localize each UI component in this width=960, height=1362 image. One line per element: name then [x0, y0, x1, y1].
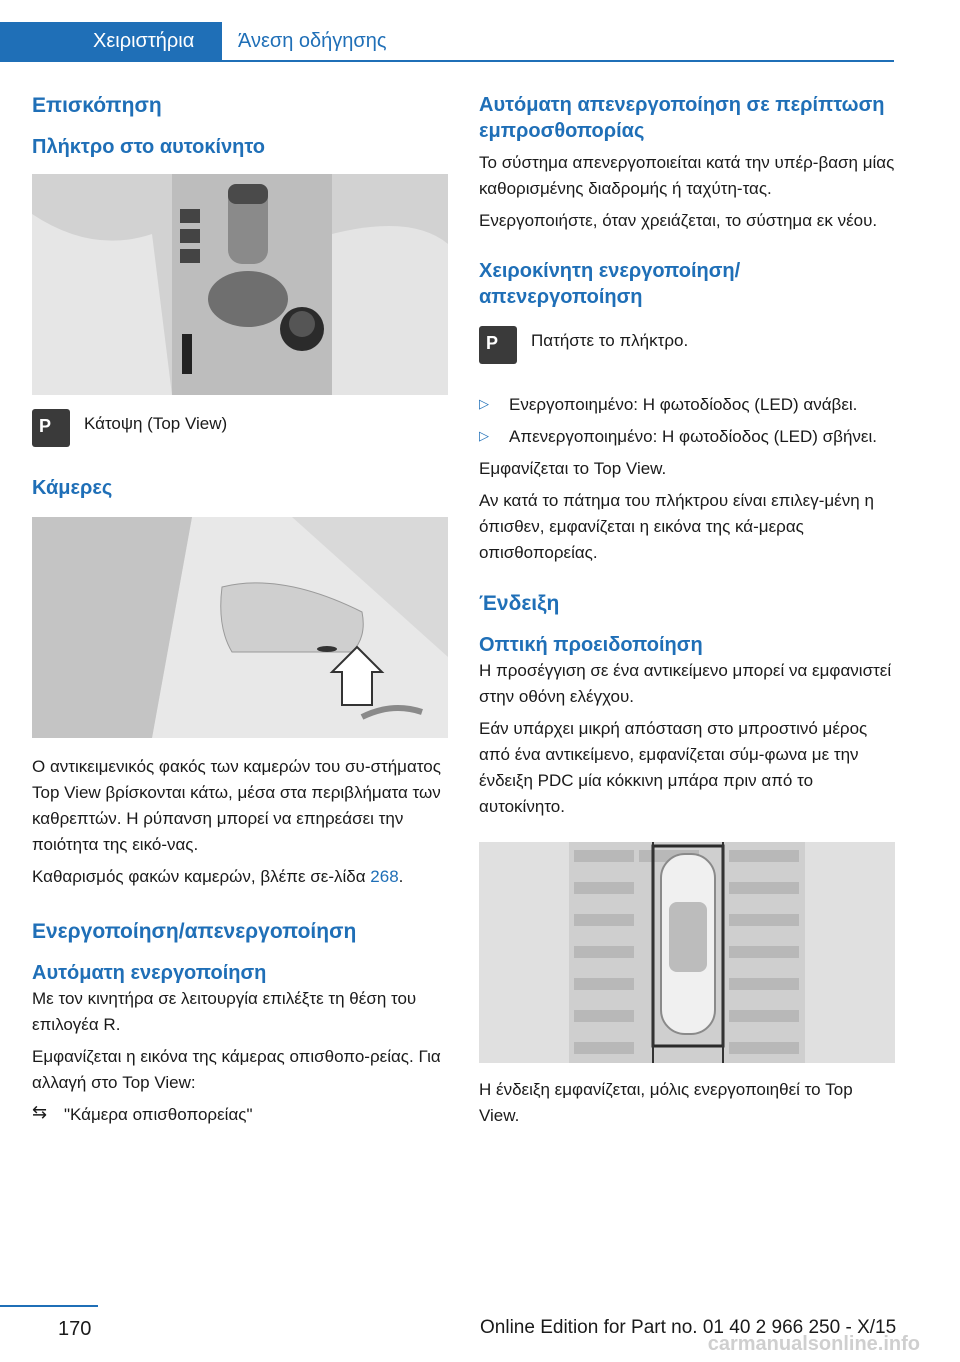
heading-display: Ένδειξη [479, 592, 560, 615]
mirror-camera-photo [32, 517, 448, 738]
auto-on-text: Με τον κινητήρα σε λειτουργία επιλέξτε τη θέση του επιλογέα R. [32, 989, 417, 1034]
header-rule [0, 60, 894, 62]
warning-text: Η προσέγγιση σε ένα αντικείμενο μπορεί να εμφανιστεί στην οθόνη ελέγχου. [479, 661, 892, 706]
bullet-text: Απενεργοποιημένο: Η φωτοδίοδος (LED) σβήνει. [509, 427, 877, 446]
heading-auto-deactivation: Αυτόματη απενεργοποίηση σε περίπτωση εμπροσθοπορίας [479, 94, 885, 142]
led-bullet-list [479, 392, 895, 450]
cameras-description: Ο αντικειμενικός φακός των καμερών του συ-στήματος Top View βρίσκονται κάτω, μέσα στα περιβλήματα των καθρεπτών. Η ρύπανση μπορεί να επηρεάσει την ποιότητα της εικό-νας. [32, 757, 441, 854]
watermark: carmanualsonline.info [707, 1333, 920, 1355]
right-column [479, 92, 895, 1129]
top-view-button-row [32, 409, 448, 447]
reactivate-text: Ενεργοποιήστε, όταν χρειάζεται, το σύστημα εκ νέου. [479, 211, 878, 230]
heading-overview: Επισκόπηση [32, 94, 162, 117]
heading-cameras: Κάμερες [32, 477, 113, 499]
left-column [32, 92, 448, 1128]
console-illustration [32, 174, 448, 395]
heading-manual: Χειροκίνητη ενεργοποίηση/ απενεργοποίηση [479, 260, 741, 308]
edition-text: Online Edition for Part no. 01 40 2 966 250 - X/15 [480, 1317, 897, 1338]
page-number: 170 [58, 1318, 92, 1340]
heading-visual-warning: Οπτική προειδοποίηση [479, 634, 703, 656]
cleaning-page-link[interactable]: 268 [370, 867, 399, 886]
footer-rule [0, 1305, 98, 1307]
top-view-screen-image [479, 842, 895, 1063]
page-header [0, 0, 960, 70]
cleaning-reference: Καθαρισμός φακών καμερών, βλέπε σε-λίδα 268. [32, 867, 404, 886]
cleaning-text: Καθαρισμός φακών καμερών, βλέπε σε-λίδα [32, 867, 371, 886]
press-button-row [479, 326, 895, 364]
console-photo [32, 174, 448, 395]
rear-camera-row [32, 1102, 448, 1128]
auto-off-text: Το σύστημα απενεργοποιείται κατά την υπέρ-βαση μίας καθορισμένης διαδρομής ή ταχύτη-τας. [479, 153, 895, 198]
heading-button: Πλήκτρο στο αυτοκίνητο [32, 136, 265, 158]
press-button-text: Πατήστε το πλήκτρο. [531, 331, 689, 350]
heading-activation: Ενεργοποίηση/απενεργοποίηση [32, 920, 357, 943]
heading-auto-activation: Αυτόματη ενεργοποίηση [32, 962, 267, 984]
bullet-text: Ενεργοποιημένο: Η φωτοδίοδος (LED) ανάβει. [509, 395, 858, 414]
auto-on-text-2: Εμφανίζεται η εικόνα της κάμερας οπισθοπο-ρείας. Για αλλαγή στο Top View: [32, 1047, 441, 1092]
top-view-caption: Κάτοψη (Top View) [84, 414, 228, 433]
tab-driving-comfort[interactable]: Άνεση οδήγησης [238, 30, 387, 52]
triangle-bullet-icon: ▷ [479, 428, 489, 443]
top-view-button-icon[interactable] [32, 409, 70, 447]
bullet-item [479, 392, 895, 418]
warning-text-2: Εάν υπάρχει μικρή απόσταση στο μπροστινό μέρος από ένα αντικείμενο, εμφανίζεται σύμ-φωνα με την ένδειξη PDC μία κόκκινη μπάρα πριν από το αυτοκίνητο. [479, 719, 868, 816]
top-view-button-icon-2[interactable] [479, 326, 517, 364]
top-view-illustration [479, 842, 895, 1063]
rear-text: Αν κατά το πάτημα του πλήκτρου είναι επιλεγ-μένη η όπισθεν, εμφανίζεται η εικόνα της κά-μερας οπισθοπορείας. [479, 491, 874, 562]
triangle-bullet-icon: ▷ [479, 396, 489, 411]
tab-controls[interactable]: Χειριστήρια [0, 22, 222, 60]
rear-camera-icon: ⇆ [32, 1102, 48, 1122]
display-caption: Η ένδειξη εμφανίζεται, μόλις ενεργοποιηθεί το Top View. [479, 1080, 853, 1125]
bullet-item [479, 424, 895, 450]
rear-camera-label: "Κάμερα οπισθοπορείας" [64, 1105, 253, 1124]
mirror-illustration [32, 517, 448, 738]
shown-text: Εμφανίζεται το Top View. [479, 459, 667, 478]
